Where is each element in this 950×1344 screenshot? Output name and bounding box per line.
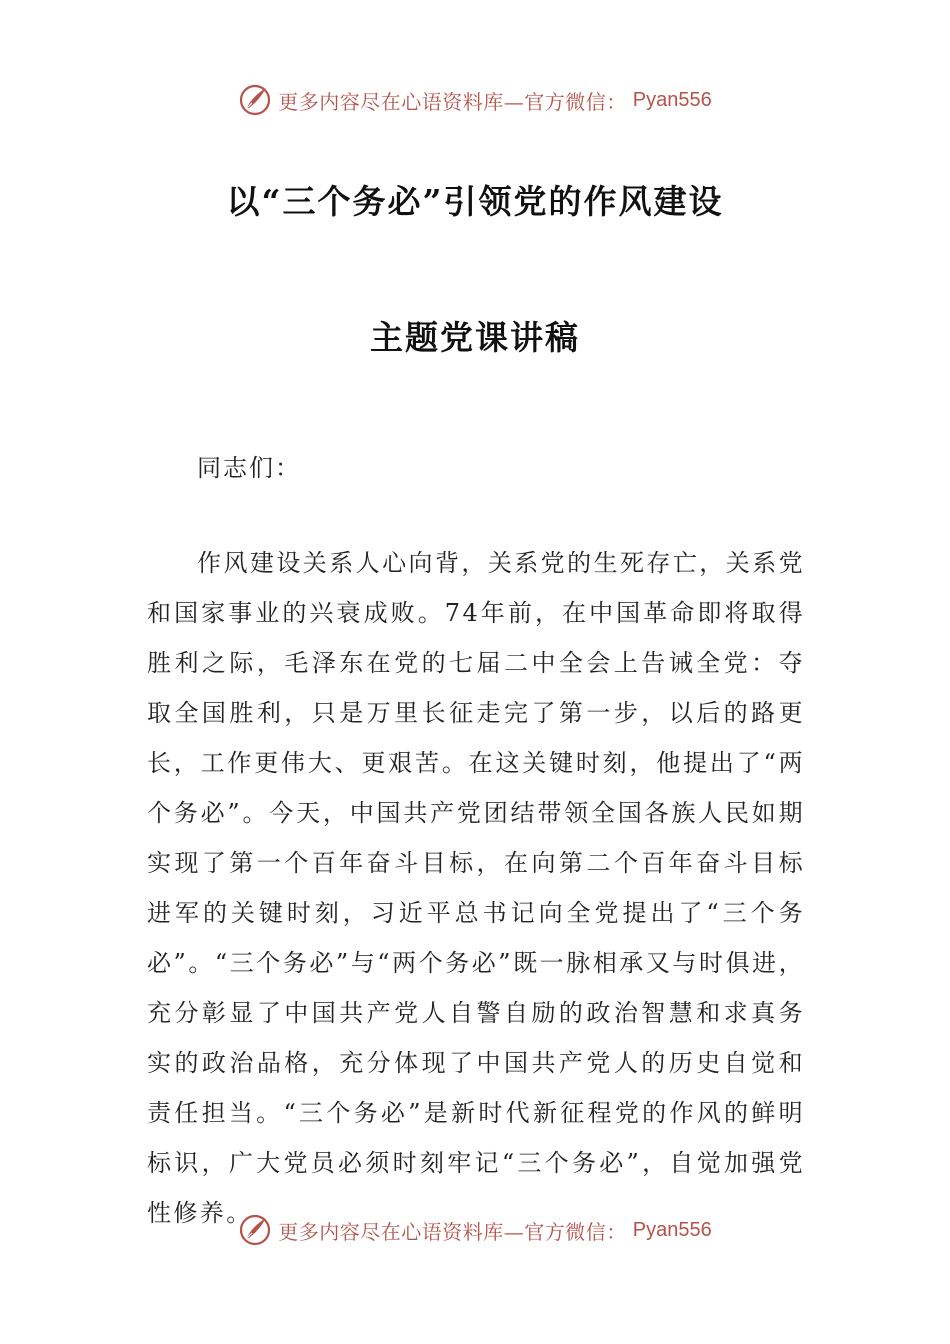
watermark-banner-bottom xyxy=(0,1210,950,1250)
quill-pen-circle-icon xyxy=(238,1213,272,1247)
watermark-promo-text: 更多内容尽在心语资料库—官方微信： xyxy=(278,1219,627,1244)
watermark-wechat-id: Pyan556 xyxy=(632,1218,712,1241)
watermark-promo-text: 更多内容尽在心语资料库—官方微信： xyxy=(278,89,627,114)
document-title: 以“三个务必”引领党的作风建设 xyxy=(226,182,724,221)
document-subtitle: 主题党课讲稿 xyxy=(370,318,580,357)
salutation: 同志们： xyxy=(197,454,301,482)
body-paragraph xyxy=(147,538,805,1238)
watermark-banner-top xyxy=(0,80,950,120)
quill-pen-circle-icon xyxy=(238,83,272,117)
paragraph-text: 作风建设关系人心向背，关系党的生死存亡，关系党和国家事业的兴衰成败。74年前，在中国革命即将取得胜利之际，毛泽东在党的七届二中全会上告诫全党：夺取全国胜利，只是万里长征走完了第一步，以后的路更长，工作更伟大、更艰苦。在这关键时刻，他提出了“两个务必”。今天，中国共产党团结带领全国各族人民如期实现了第一个百年奋斗目标，在向第二个百年奋斗目标进军的关键时刻，习近平总书记向全党提出了“三个务必”。“三个务必”与“两个务必”既一脉相承又与时俱进，充分彰显了中国共产党人自警自励的政治智慧和求真务实的政治品格，充分体现了中国共产党人的历史自觉和责任担当。“三个务必”是新时代新征程党的作风的鲜明标识，广大党员必须时刻牢记“三个务必”，自觉加强党性修养。 xyxy=(147,549,805,1227)
watermark-wechat-id: Pyan556 xyxy=(632,88,712,111)
